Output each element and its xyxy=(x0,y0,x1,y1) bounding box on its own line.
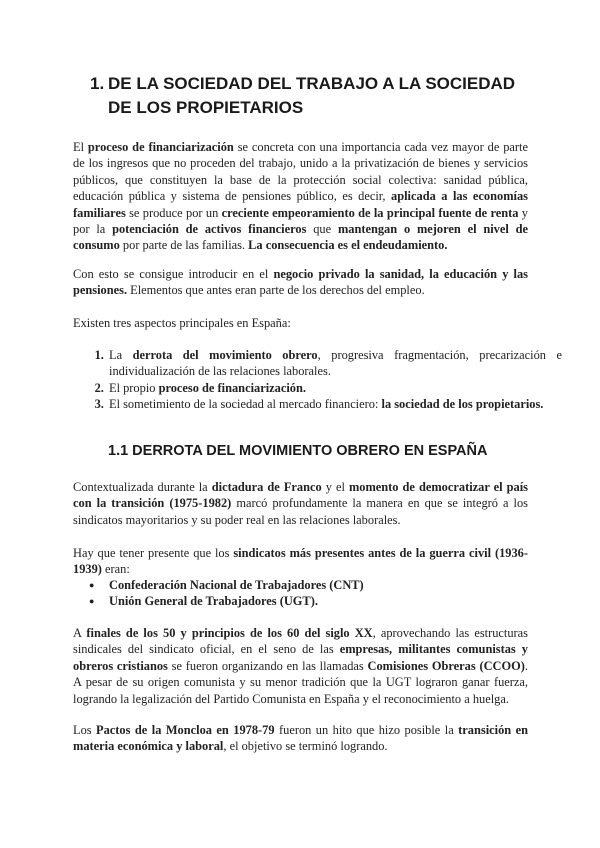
list-item: ● Unión General de Trabajadores (UGT). xyxy=(109,593,564,609)
text-run: se produce por un xyxy=(125,205,222,220)
paragraph-contexto xyxy=(73,479,528,528)
bold-run: La consecuencia es el endeudamiento. xyxy=(248,238,448,253)
bold-run: proceso de financiarización. xyxy=(158,380,306,395)
bold-run: creciente empeoramiento de la principal fuente de renta xyxy=(221,205,519,220)
list-item: ● Confederación Nacional de Trabajadores (CNT) xyxy=(109,577,564,593)
bold-run: potenciación de activos financieros xyxy=(112,222,307,237)
list-item xyxy=(107,396,562,412)
section-title-text: DE LA SOCIEDAD DEL TRABAJO A LA SOCIEDAD DE LOS PROPIETARIOS xyxy=(108,74,516,117)
paragraph-aspectos-intro: Existen tres aspectos principales en España: xyxy=(73,316,291,330)
paragraph-sindicatos xyxy=(73,545,528,578)
paragraph-negocio-privado xyxy=(73,266,528,299)
bold-run: transición en materia económica y laboral xyxy=(73,723,529,754)
text-run: se fueron organizando en las llamadas xyxy=(167,658,368,673)
paragraph-financiarizacion xyxy=(73,139,528,254)
bold-run: empresas, militantes comunistas y obreros cristianos xyxy=(73,642,528,673)
bold-run: proceso de financiarización xyxy=(87,140,234,154)
bold-run: aplicada a las economías familiares xyxy=(73,189,528,220)
list-item xyxy=(107,347,562,380)
text-run: Contextualizada durante la xyxy=(73,480,212,494)
bold-run: dictadura de Franco xyxy=(211,480,322,494)
unions-list xyxy=(73,577,564,610)
text-run: por parte de las familias. xyxy=(119,238,249,253)
bold-run: sindicatos más presentes antes de la guerra civil (1936-1939) xyxy=(73,546,528,577)
text-run: , el objetivo se terminó logrando. xyxy=(223,739,388,754)
text-run: y por la xyxy=(73,205,528,237)
paragraph-pactos-moncloa xyxy=(73,722,528,755)
text-run: . A pesar de su origen comunista y su menor tradición que la UGT lograron ganar fuerza, logrando la legalización del Partido Comunista en España y el reconocimiento a huelga. xyxy=(73,658,528,706)
list-item xyxy=(107,380,562,396)
paragraph-comisiones-obreras xyxy=(73,625,528,707)
text-run: fueron un hito que hizo posible la xyxy=(274,723,459,737)
text-run: , progresiva fragmentación, precarización e individualización de las relaciones laborales. xyxy=(109,348,562,379)
text-run: y el xyxy=(321,480,349,494)
bold-run: Pactos de la Moncloa en 1978-79 xyxy=(96,723,275,737)
text-run: El sometimiento de la sociedad al mercado financiero: xyxy=(109,397,382,412)
text-run: Hay que tener presente que los xyxy=(73,546,234,560)
text-run: Con esto se consigue introducir en el xyxy=(73,267,274,281)
text-run: que xyxy=(306,222,338,237)
bold-run: derrota del movimiento obrero xyxy=(132,348,318,362)
text-run: A xyxy=(73,626,87,640)
aspects-list xyxy=(73,347,562,413)
text-run: El propio xyxy=(109,380,159,395)
bold-run: negocio privado la sanidad, la educación y las pensiones. xyxy=(73,267,528,298)
subsection-title: 1.1 DERROTA DEL MOVIMIENTO OBRERO EN ESPAÑA xyxy=(108,443,488,459)
bold-run: momento de democratizar el país con la transición (1975-1982) xyxy=(73,480,528,511)
text-run: Elementos que antes eran parte de los derechos del empleo. xyxy=(127,283,425,298)
bold-run: la sociedad de los propietarios. xyxy=(381,397,544,412)
text-run: El xyxy=(73,140,88,154)
section-title xyxy=(90,72,540,120)
text-run: , aprovechando las estructuras sindicales del sindicato oficial, en el seno de las xyxy=(73,626,528,657)
text-run: La xyxy=(109,348,133,362)
text-run: se concreta con una importancia cada vez mayor de parte de los ingresos que no proceden del trabajo, unido a la privatización de bienes y servicios públicos, que constituyen la base de la protección social colectiva: sanidad pública, educación pública y sistema de pensiones público, es decir, xyxy=(73,140,528,204)
bold-run: mantengan o mejoren el nivel de consumo xyxy=(73,222,528,253)
text-run: marcó profundamente la manera en que se integró a los sindicatos mayoritarios y su poder real en las relaciones laborales. xyxy=(73,496,528,527)
bold-run: Comisiones Obreras (CCOO) xyxy=(367,658,525,673)
bold-run: finales de los 50 y principios de los 60 del siglo XX xyxy=(86,626,373,640)
text-run: Los xyxy=(73,723,97,737)
section-number: 1. xyxy=(90,74,105,93)
text-run: eran: xyxy=(101,562,130,577)
